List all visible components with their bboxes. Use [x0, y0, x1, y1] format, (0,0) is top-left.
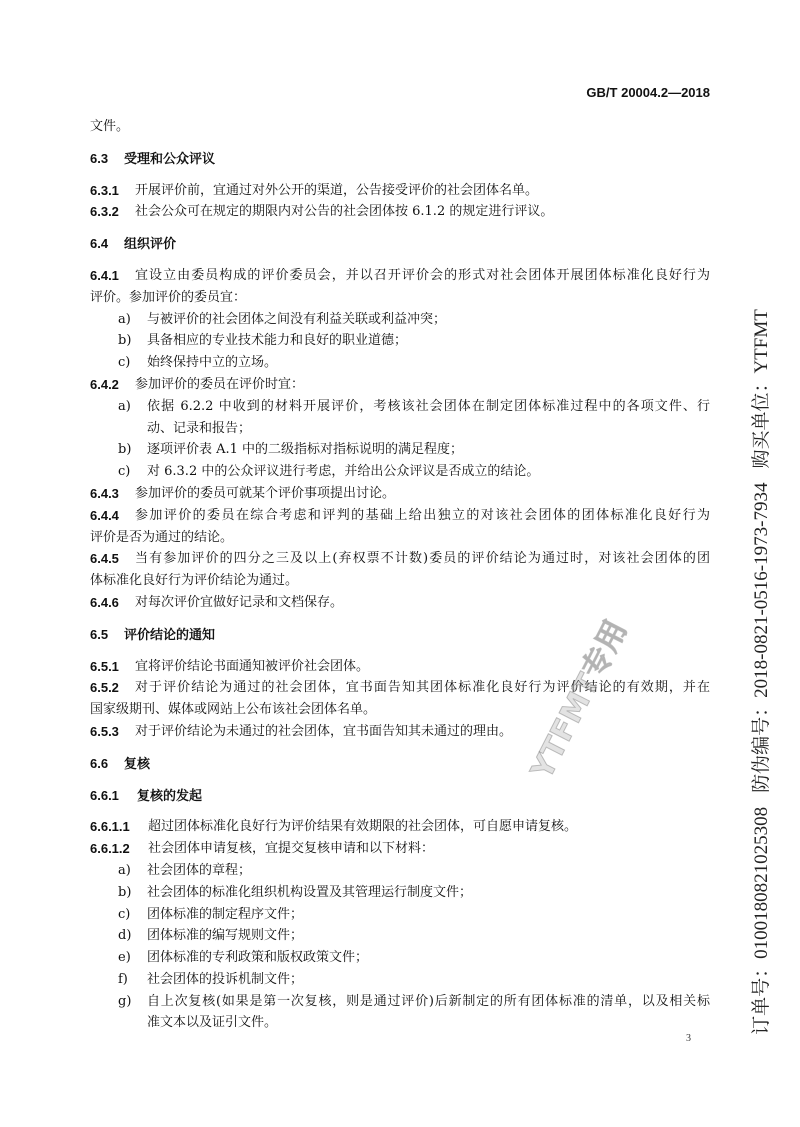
list-label: b) — [118, 333, 132, 349]
clause-text: 宜将评价结论书面通知被评价社会团体。 — [135, 658, 370, 674]
list-item — [90, 991, 710, 1013]
section-heading-6-3 — [90, 148, 710, 170]
list-item — [90, 947, 710, 969]
clause-text: 国家级期刊、媒体或网站上公布该社会团体名单。 — [90, 702, 377, 718]
list-item — [90, 969, 710, 991]
clause-text: 超过团体标准化良好行为评价结果有效期限的社会团体，可自愿申请复核。 — [148, 819, 578, 835]
list-label: a) — [118, 862, 131, 878]
list-label: b) — [118, 884, 132, 900]
list-label: c) — [118, 906, 131, 922]
section-number: 6.6 — [90, 755, 109, 771]
order-number: 订单号：0100180821025308 — [751, 806, 772, 1035]
clause-text: 社会公众可在规定的期限内对公告的社会团体按 6.1.2 的规定进行评议。 — [135, 204, 554, 220]
section-heading-6-6-1 — [90, 785, 710, 807]
list-label: c) — [118, 464, 131, 480]
clause-text: 参加评价的委员可就某个评价事项提出讨论。 — [135, 485, 396, 501]
clause-6-4-3 — [90, 483, 710, 505]
clause-text: 参加评价的委员在综合考虑和评判的基础上给出独立的对该社会团体的团体标准化良好行为 — [135, 507, 710, 523]
clause-number: 6.4.3 — [90, 485, 119, 501]
list-text: 准文本以及证引文件。 — [147, 1015, 278, 1031]
clause-text: 宜设立由委员构成的评价委员会，并以召开评价会的形式对社会团体开展团体标准化良好行为 — [135, 267, 710, 283]
list-text: 社会团体的投诉机制文件； — [147, 971, 304, 987]
clause-6-4-4 — [90, 505, 710, 549]
clause-line — [90, 838, 710, 860]
list-label: f) — [118, 971, 128, 987]
purchaser: 购买单位：YTFMT — [751, 309, 772, 469]
section-number: 6.3 — [90, 150, 109, 166]
list-text: 团体标准的制定程序文件； — [147, 906, 304, 922]
clause-6-3-2 — [90, 201, 710, 223]
list-text: 对 6.3.2 中的公众评议进行考虑，并给出公众评议是否成立的结论。 — [147, 464, 540, 480]
section-title: 组织评价 — [124, 236, 177, 252]
section-title: 受理和公众评议 — [124, 150, 216, 166]
clause-number: 6.3.1 — [90, 182, 119, 198]
section-number: 6.5 — [90, 626, 109, 642]
clause-6-4-1 — [90, 265, 710, 374]
list-item — [90, 904, 710, 926]
list-label: a) — [118, 398, 131, 414]
clause-number: 6.4.4 — [90, 507, 119, 523]
clause-text: 开展评价前，宜通过对外公开的渠道，公告接受评价的社会团体名单。 — [135, 182, 539, 198]
list-label: b) — [118, 442, 132, 458]
clause-number: 6.4.5 — [90, 551, 119, 567]
clause-line — [90, 287, 710, 309]
list-text: 逐项评价表 A.1 中的二级指标对指标说明的满足程度； — [147, 442, 464, 458]
anti-counterfeit-number: 防伪编号：2018-0821-0516-1973-7934 — [751, 482, 772, 793]
list-item — [90, 882, 710, 904]
list-text: 团体标准的编写规则文件； — [147, 928, 304, 944]
clause-text: 对于评价结论为未通过的社会团体，宜书面告知其未通过的理由。 — [135, 723, 513, 739]
clause-number: 6.3.2 — [90, 204, 119, 220]
list-text: 动、记录和报告； — [147, 420, 252, 436]
clause-text: 对于评价结论为通过的社会团体，宜书面告知其团体标准化良好行为评价结论的有效期，并在 — [135, 680, 710, 696]
continued-text-line — [90, 116, 710, 138]
clause-number: 6.5.3 — [90, 723, 119, 739]
clause-line — [90, 265, 710, 287]
section-number: 6.4 — [90, 236, 109, 252]
list-item — [90, 925, 710, 947]
clause-text: 评价是否为通过的结论。 — [90, 529, 234, 545]
clause-text: 评价。参加评价的委员宜： — [90, 289, 247, 305]
clause-text: 社会团体申请复核，宜提交复核申请和以下材料： — [148, 841, 435, 857]
clause-number: 6.4.6 — [90, 594, 119, 610]
section-number: 6.6.1 — [90, 787, 119, 803]
list-text: 社会团体的章程； — [147, 862, 252, 878]
clause-6-6-1-2 — [90, 838, 710, 1034]
section-title: 评价结论的通知 — [124, 626, 216, 642]
continued-text: 文件。 — [90, 119, 130, 134]
list-item — [90, 860, 710, 882]
list-item-continuation — [90, 1012, 710, 1034]
clause-6-5-3 — [90, 721, 710, 743]
clause-text: 体标准化良好行为评价结论为通过。 — [90, 573, 299, 589]
list-text: 依据 6.2.2 中收到的材料开展评价，考核该社会团体在制定团体标准过程中的各项文件、行 — [147, 398, 710, 414]
section-title: 复核 — [124, 755, 151, 771]
list-text: 始终保持中立的立场。 — [147, 355, 278, 371]
page-number: 3 — [686, 1033, 691, 1044]
clause-number: 6.6.1.1 — [90, 819, 130, 835]
list-label: g) — [118, 993, 132, 1009]
list-text: 具备相应的专业技术能力和良好的职业道德； — [147, 333, 408, 349]
clause-number: 6.4.2 — [90, 376, 119, 392]
clause-text: 对每次评价宜做好记录和文档保存。 — [135, 594, 344, 610]
clause-text: 参加评价的委员在评价时宜： — [135, 376, 305, 392]
clause-number: 6.5.2 — [90, 680, 119, 696]
list-label: a) — [118, 311, 131, 327]
clause-number: 6.4.1 — [90, 267, 119, 283]
clause-line — [90, 548, 710, 570]
clause-number: 6.6.1.2 — [90, 841, 130, 857]
clause-6-6-1-1 — [90, 816, 710, 838]
watermark-text: YTFMT专用 — [524, 614, 635, 785]
list-text: 团体标准的专利政策和版权政策文件； — [147, 950, 369, 966]
section-heading-6-4 — [90, 233, 710, 255]
clause-6-4-5 — [90, 548, 710, 592]
section-heading-6-6 — [90, 753, 710, 775]
list-label: d) — [118, 928, 132, 944]
clause-line — [90, 699, 710, 721]
page-body — [90, 116, 710, 1034]
clause-line — [90, 505, 710, 527]
clause-line — [90, 570, 710, 592]
clause-line — [90, 527, 710, 549]
list-item — [90, 309, 710, 331]
list-item — [90, 330, 710, 352]
list-item — [90, 352, 710, 374]
list-item — [90, 396, 710, 418]
list-text: 社会团体的标准化组织机构设置及其管理运行制度文件； — [147, 884, 473, 900]
list-label: c) — [118, 355, 131, 371]
list-item-continuation — [90, 418, 710, 440]
list-label: e) — [118, 950, 131, 966]
clause-6-4-2 — [90, 374, 710, 483]
clause-6-3-1 — [90, 180, 710, 202]
standard-code-header: GB/T 20004.2—2018 — [586, 85, 710, 100]
clause-number: 6.5.1 — [90, 658, 119, 674]
order-info-strip — [752, 297, 772, 1047]
list-item — [90, 461, 710, 483]
clause-6-5-2 — [90, 677, 710, 721]
list-item — [90, 439, 710, 461]
clause-text: 当有参加评价的四分之三及以上(弃权票不计数)委员的评价结论为通过时，对该社会团体的团 — [135, 551, 710, 567]
clause-line — [90, 374, 710, 396]
clause-line — [90, 677, 710, 699]
list-text: 自上次复核(如果是第一次复核，则是通过评价)后新制定的所有团体标准的清单，以及相关标 — [147, 993, 710, 1009]
list-text: 与被评价的社会团体之间没有利益关联或利益冲突； — [147, 311, 447, 327]
section-title: 复核的发起 — [137, 787, 203, 803]
